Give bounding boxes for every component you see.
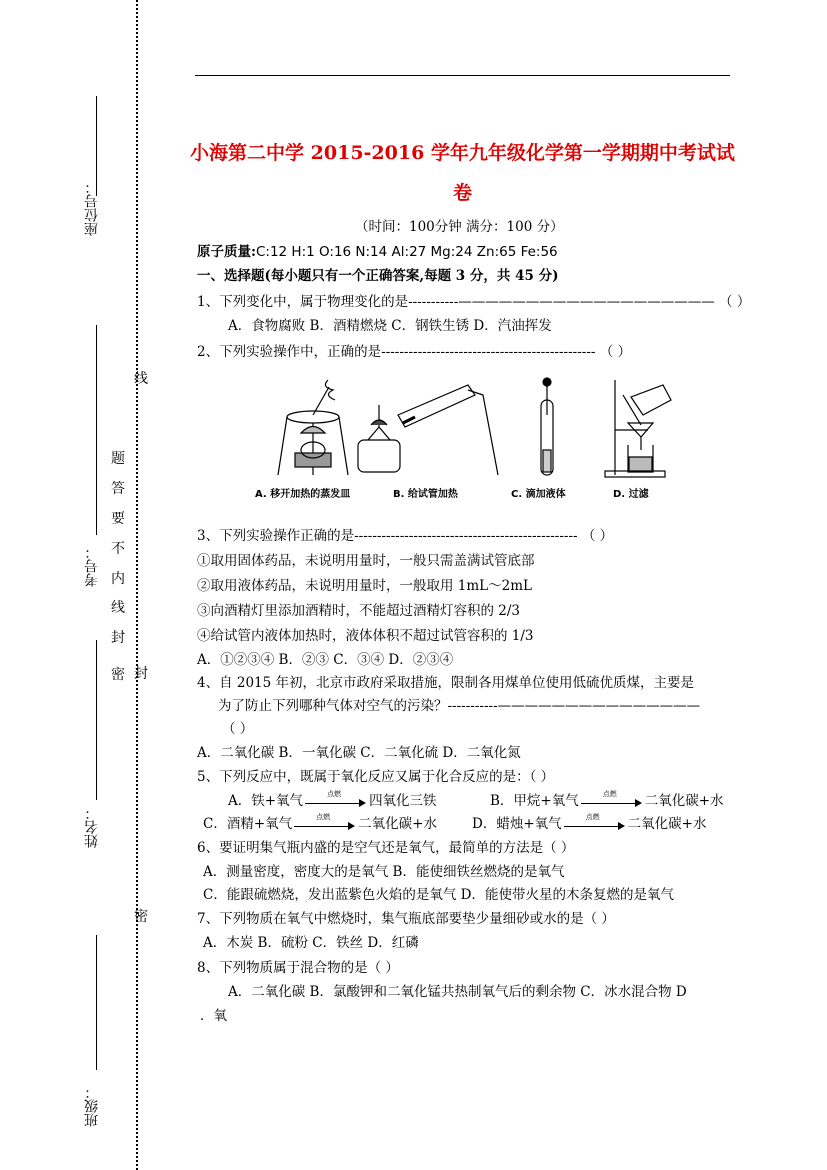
exam-title-line2: 卷 bbox=[452, 182, 472, 204]
arrow-label: 点燃 bbox=[585, 812, 600, 821]
warning-char-da: 答 bbox=[111, 481, 125, 497]
q6-options-line2: C．能跟硫燃烧，发出蓝紫色火焰的是氧气 D．能使带火星的木条复燃的是氧气 bbox=[203, 887, 674, 903]
q5-b-left: B．甲烷+氧气 bbox=[490, 793, 579, 809]
atomic-mass-label: 原子质量: bbox=[197, 244, 256, 260]
reaction-arrow bbox=[294, 812, 356, 832]
q3-item-4: ④给试管内液体加热时，液体体积不超过试管容积的 1/3 bbox=[197, 628, 534, 644]
q1-options: A．食物腐败 B．酒精燃烧 C．钢铁生锈 D．汽油挥发 bbox=[228, 318, 552, 334]
seal-char-feng: 封 bbox=[134, 666, 148, 682]
q2-apparatus-figure bbox=[243, 375, 678, 503]
caption-a: A. 移开加热的蒸发皿 bbox=[255, 489, 351, 500]
exam-no-underline bbox=[96, 325, 97, 535]
atomic-mass-line bbox=[197, 240, 558, 260]
warning-char-feng: 封 bbox=[111, 630, 125, 646]
reaction-arrow bbox=[581, 789, 643, 809]
q4-stem-line1: 4、自 2015 年初，北京市政府采取措施，限制各用煤单位使用低硫优质煤，主要是 bbox=[197, 675, 695, 691]
seat-label: 座位号： bbox=[84, 180, 100, 236]
q7-options: A．木炭 B．硫粉 C．铁丝 D．红磷 bbox=[203, 935, 419, 951]
q2-stem: 2、下列实验操作中，正确的是----------------------------------------------- （ ） bbox=[197, 344, 632, 360]
header-rule bbox=[195, 75, 730, 76]
q5-a-left: A．铁+氧气 bbox=[228, 793, 304, 809]
seal-char-mi: 密 bbox=[134, 909, 148, 925]
q6-stem: 6、要证明集气瓶内盛的是空气还是氧气，最简单的方法是（ ） bbox=[197, 840, 575, 856]
exam-no-label: 考号： bbox=[84, 545, 100, 587]
binding-dotted-line bbox=[136, 0, 138, 1170]
section1-heading: 一、选择题(每小题只有一个正确答案,每题 3 分，共 45 分) bbox=[197, 268, 559, 284]
arrow-label: 点燃 bbox=[316, 812, 331, 821]
caption-c: C. 滴加液体 bbox=[511, 489, 566, 500]
atomic-mass-values: C:12 H:1 O:16 N:14 Al:27 Mg:24 Zn:65 Fe:56 bbox=[255, 244, 558, 260]
q5-option-b bbox=[490, 789, 724, 809]
warning-char-yao: 要 bbox=[111, 511, 125, 527]
class-underline bbox=[96, 935, 97, 1070]
q5-d-right: 二氧化碳+水 bbox=[627, 816, 707, 832]
q8-stem: 8、下列物质属于混合物的是（ ） bbox=[197, 960, 399, 976]
warning-char-ti: 题 bbox=[111, 451, 125, 467]
q4-options: A．二氧化碳 B．一氧化碳 C．二氧化硫 D．二氧化氮 bbox=[197, 745, 521, 761]
q5-option-d bbox=[472, 812, 706, 832]
seal-char-xian: 线 bbox=[134, 371, 148, 387]
time-info: （时间：100分钟 满分：100 分） bbox=[355, 219, 564, 235]
q7-stem: 7、下列物质在氧气中燃烧时，集气瓶底部要垫少量细砂或水的是（ ） bbox=[197, 911, 615, 927]
q5-c-right: 二氧化碳+水 bbox=[358, 816, 437, 832]
arrow-label: 点燃 bbox=[602, 789, 617, 798]
q4-stem-line3: （ ） bbox=[222, 721, 254, 737]
q8-options-line1: A．二氧化碳 B．氯酸钾和二氧化锰共热制氧气后的剩余物 C．冰水混合物 D bbox=[228, 984, 687, 1000]
q4-stem-line2: 为了防止下列哪种气体对空气的污染？-----------——————————————— bbox=[218, 698, 701, 714]
name-underline bbox=[96, 640, 97, 800]
arrow-label: 点燃 bbox=[327, 789, 342, 798]
exam-title-line1: 小海第二中学 2015-2016 学年九年级化学第一学期期中考试试 bbox=[190, 142, 735, 164]
caption-b: B. 给试管加热 bbox=[393, 489, 458, 500]
class-label: 班级： bbox=[84, 1085, 100, 1127]
warning-char-xian: 线 bbox=[111, 600, 125, 616]
q5-option-a bbox=[228, 789, 437, 809]
q3-item-3: ③向酒精灯里添加酒精时，不能超过酒精灯容积的 2/3 bbox=[197, 603, 521, 619]
q5-option-c bbox=[203, 812, 437, 832]
reaction-arrow bbox=[305, 789, 367, 809]
q3-item-2: ②取用液体药品，未说明用量时，一般取用 1mL～2mL bbox=[197, 578, 533, 594]
q5-a-right: 四氧化三铁 bbox=[369, 793, 437, 809]
q1-stem: 1、下列变化中，属于物理变化的是-----------——————————————————— （ ） bbox=[197, 294, 751, 310]
warning-char-nei: 内 bbox=[111, 571, 125, 587]
q5-b-right: 二氧化碳+水 bbox=[644, 793, 724, 809]
q3-options: A．①②③④ B．②③ C．③④ D．②③④ bbox=[197, 652, 454, 668]
warning-char-mi: 密 bbox=[111, 667, 125, 683]
caption-d: D. 过滤 bbox=[613, 489, 649, 500]
warning-char-bu: 不 bbox=[111, 541, 125, 557]
q5-c-left: C．酒精+氧气 bbox=[203, 816, 293, 832]
name-label: 姓名： bbox=[84, 806, 100, 848]
q6-options-line1: A．测量密度，密度大的是氧气 B．能使细铁丝燃烧的是氧气 bbox=[203, 864, 565, 880]
reaction-arrow bbox=[564, 812, 626, 832]
q3-item-1: ①取用固体药品，未说明用量时，一般只需盖满试管底部 bbox=[197, 553, 535, 569]
q5-d-left: D．蜡烛+氧气 bbox=[472, 816, 562, 832]
q8-options-line2: ．氧 bbox=[200, 1008, 227, 1024]
apparatus-drawings bbox=[243, 375, 678, 483]
q3-stem: 3、下列实验操作正确的是------------------------------------------------- （ ） bbox=[197, 528, 614, 544]
q5-stem: 5、下列反应中，既属于氧化反应又属于化合反应的是：（ ） bbox=[197, 769, 555, 785]
